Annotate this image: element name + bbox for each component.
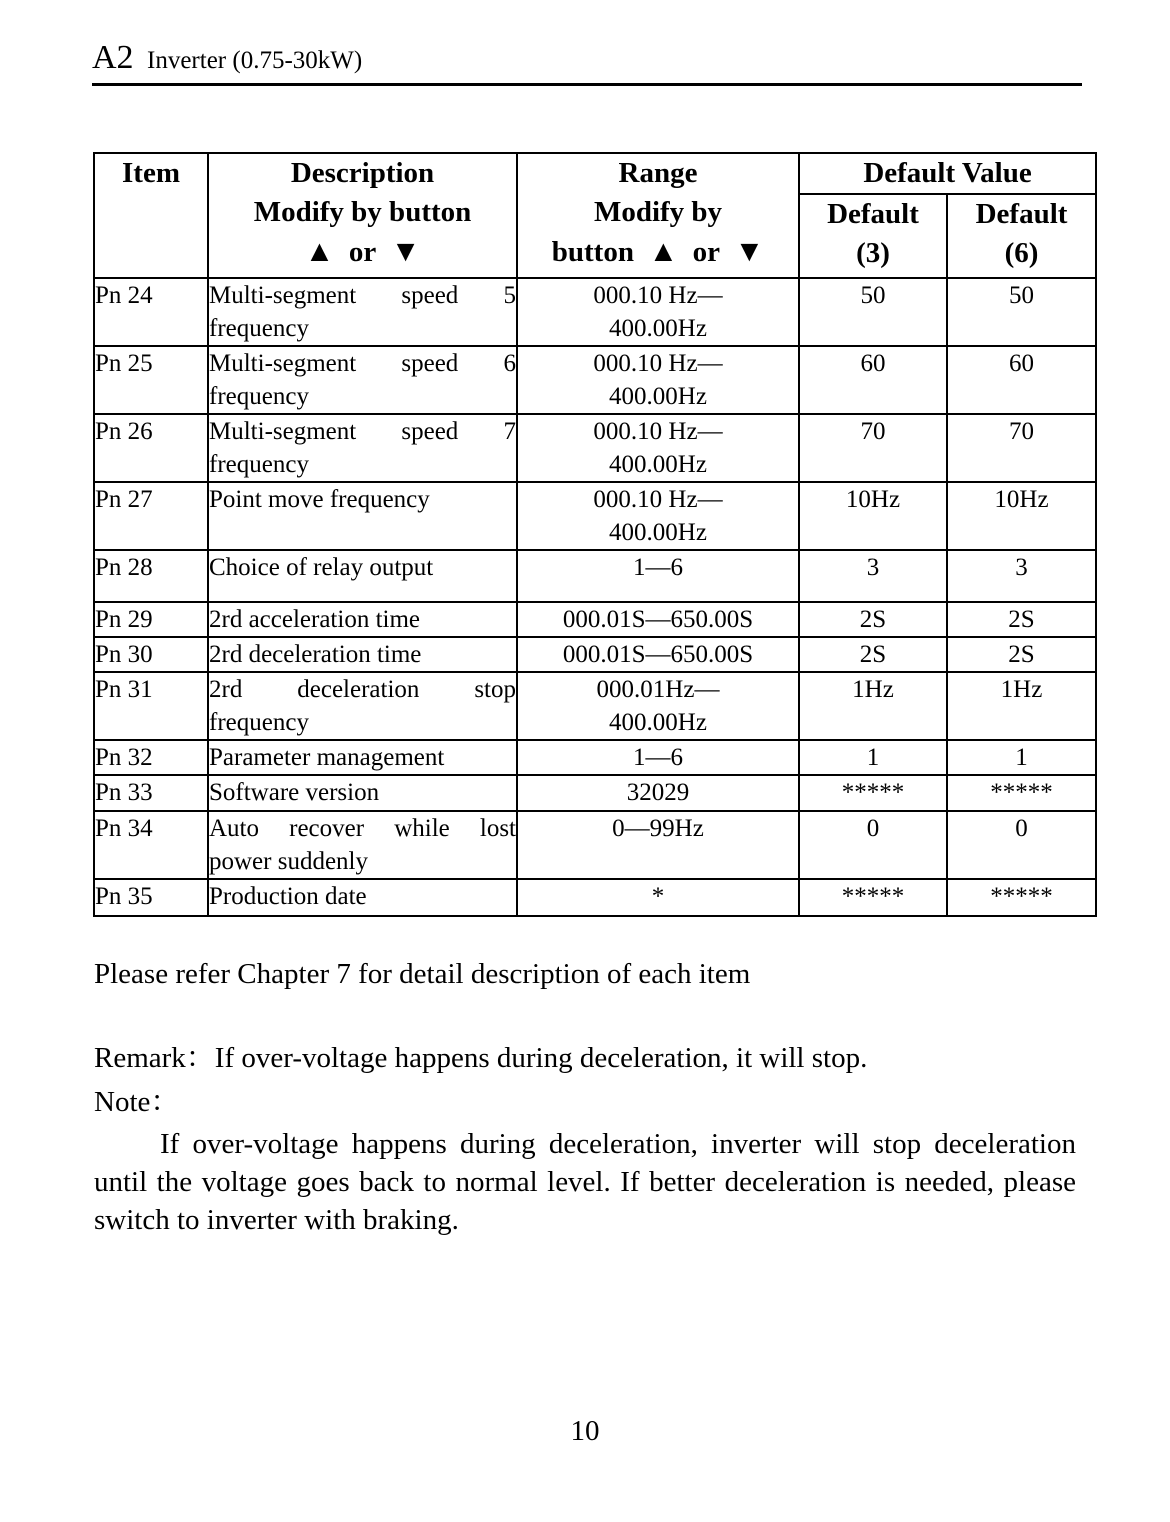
table-row — [94, 811, 1096, 879]
up-arrow-icon: ▲ — [648, 235, 679, 268]
down-arrow-icon: ▼ — [734, 235, 765, 268]
parameter-table — [93, 152, 1097, 917]
cell-default-3: 50 — [799, 278, 947, 346]
cell-description: Multi-segment speed 5 frequency — [208, 278, 517, 346]
cell-default-3: 2S — [799, 602, 947, 637]
cell-default-3: 1 — [799, 740, 947, 775]
header-item: Item — [94, 153, 208, 278]
cell-range: 1—6 — [517, 550, 799, 602]
cell-default-3: 10Hz — [799, 482, 947, 550]
cell-item: Pn 33 — [94, 775, 208, 811]
cell-default-3: 60 — [799, 346, 947, 414]
cell-default-3: 70 — [799, 414, 947, 482]
cell-default-6: 1 — [947, 740, 1096, 775]
table-row — [94, 672, 1096, 740]
cell-description: Multi-segment speed 6 frequency — [208, 346, 517, 414]
cell-description: Choice of relay output — [208, 550, 517, 602]
cell-range: 000.10 Hz— 400.00Hz — [517, 482, 799, 550]
cell-description: 2rd deceleration time — [208, 637, 517, 672]
cell-description: Point move frequency — [208, 482, 517, 550]
table-row — [94, 740, 1096, 775]
table-row — [94, 482, 1096, 550]
cell-default-6: 10Hz — [947, 482, 1096, 550]
cell-item: Pn 24 — [94, 278, 208, 346]
refer-text: Please refer Chapter 7 for detail description of each item — [94, 958, 751, 990]
table-row — [94, 346, 1096, 414]
cell-default-6: 3 — [947, 550, 1096, 602]
cell-item: Pn 35 — [94, 879, 208, 916]
cell-description: 2rd acceleration time — [208, 602, 517, 637]
cell-default-6: 2S — [947, 602, 1096, 637]
cell-default-6: 70 — [947, 414, 1096, 482]
header-brand: A2 — [92, 39, 134, 76]
page-number: 10 — [570, 1415, 600, 1447]
cell-default-3: 0 — [799, 811, 947, 879]
cell-range: 000.01Hz— 400.00Hz — [517, 672, 799, 740]
cell-item: Pn 30 — [94, 637, 208, 672]
cell-description: 2rd deceleration stop frequency — [208, 672, 517, 740]
cell-item: Pn 34 — [94, 811, 208, 879]
note-label: Note： — [94, 1086, 180, 1118]
header-subtitle: Inverter (0.75-30kW) — [147, 47, 363, 74]
cell-default-3: ***** — [799, 879, 947, 916]
cell-range: 32029 — [517, 775, 799, 811]
cell-range: 0—99Hz — [517, 811, 799, 879]
cell-default-6: 2S — [947, 637, 1096, 672]
cell-item: Pn 29 — [94, 602, 208, 637]
table-row — [94, 637, 1096, 672]
cell-description: Production date — [208, 879, 517, 916]
cell-description: Parameter management — [208, 740, 517, 775]
note-body: If over-voltage happens during deceleration, inverter will stop deceleration until the voltage goes back to normal level. If better deceleration is needed, please switch to inverter with braking. — [94, 1128, 1076, 1236]
cell-default-6: 1Hz — [947, 672, 1096, 740]
cell-default-3: 3 — [799, 550, 947, 602]
cell-range: 1—6 — [517, 740, 799, 775]
cell-range: 000.01S—650.00S — [517, 637, 799, 672]
header-default-3: Default (3) — [799, 194, 947, 278]
cell-item: Pn 25 — [94, 346, 208, 414]
header-description: Description Modify by button ▲ or ▼ — [208, 153, 517, 278]
table-row — [94, 602, 1096, 637]
cell-item: Pn 32 — [94, 740, 208, 775]
table-row — [94, 414, 1096, 482]
cell-item: Pn 26 — [94, 414, 208, 482]
cell-description: Software version — [208, 775, 517, 811]
table-row — [94, 550, 1096, 602]
cell-default-6: ***** — [947, 879, 1096, 916]
page-header — [92, 40, 1082, 86]
cell-range: 000.01S—650.00S — [517, 602, 799, 637]
cell-item: Pn 27 — [94, 482, 208, 550]
cell-range: 000.10 Hz— 400.00Hz — [517, 346, 799, 414]
table-row — [94, 278, 1096, 346]
remark-text: Remark：If over-voltage happens during deceleration, it will stop. — [94, 1042, 868, 1074]
cell-default-3: 2S — [799, 637, 947, 672]
header-default-6: Default (6) — [947, 194, 1096, 278]
cell-default-6: 60 — [947, 346, 1096, 414]
cell-description: Auto recover while lost power suddenly — [208, 811, 517, 879]
cell-default-6: 0 — [947, 811, 1096, 879]
header-range: Range Modify by button ▲ or ▼ — [517, 153, 799, 278]
cell-default-3: 1Hz — [799, 672, 947, 740]
down-arrow-icon: ▼ — [390, 235, 421, 268]
table-row — [94, 775, 1096, 811]
cell-default-6: ***** — [947, 775, 1096, 811]
cell-default-3: ***** — [799, 775, 947, 811]
cell-description: Multi-segment speed 7 frequency — [208, 414, 517, 482]
up-arrow-icon: ▲ — [304, 235, 335, 268]
cell-default-6: 50 — [947, 278, 1096, 346]
cell-item: Pn 31 — [94, 672, 208, 740]
cell-range: 000.10 Hz— 400.00Hz — [517, 278, 799, 346]
header-default-value: Default Value — [799, 153, 1096, 194]
cell-range: * — [517, 879, 799, 916]
table-row — [94, 879, 1096, 916]
cell-item: Pn 28 — [94, 550, 208, 602]
cell-range: 000.10 Hz— 400.00Hz — [517, 414, 799, 482]
